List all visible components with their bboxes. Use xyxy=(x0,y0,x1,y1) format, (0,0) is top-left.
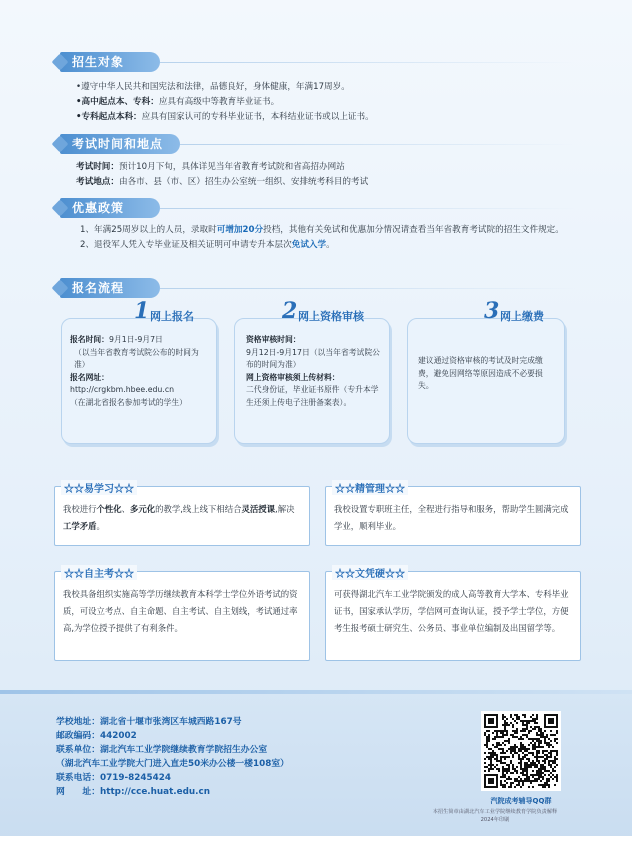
footer-address: 学校地址：湖北省十堰市张湾区车城西路167号 xyxy=(56,717,242,727)
step-title-3: 网上缴费 xyxy=(500,310,544,323)
footer-postcode: 邮政编码：442002 xyxy=(56,731,137,741)
feature-text: 我校具备组织实施高等学历继续教育本科学士学位外语考试的资质，可设立考点、自主命题、自主考试、自主划线，考试通过率高,为学位授予提供了有利条件。 xyxy=(63,589,298,633)
step-body-1: 报名时间：9月1日-9月7日 （以当年省教育考试院公布的时间为准） 报名网址： http://crgkbm.hbee.edu.cn （在湖北省报名参加考试的学生） xyxy=(70,335,199,407)
feature-box-easy-learning xyxy=(54,486,310,546)
policy-text xyxy=(76,223,576,253)
qr-caption: 汽院成考辅导QQ群 xyxy=(490,797,552,805)
step-number-2: 2 xyxy=(282,298,298,324)
policy-item-2: 2、退役军人凭入专毕业证及相关证明可申请专升本层次免试入学。 xyxy=(80,240,335,250)
divider xyxy=(180,144,576,145)
section-title-exam: 考试时间和地点 xyxy=(60,134,180,154)
exam-place: 考试地点：由各市、县（市、区）招生办公室统一组织、安排统考科目的考试 xyxy=(76,177,369,187)
qr-code-icon[interactable] xyxy=(481,711,561,791)
policy-item-1: 1、年满25周岁以上的人员，录取时可增加20分投档，其他有关免试和优惠加分情况请查看当年省教育考试院的招生文件规定。 xyxy=(80,225,564,235)
footer-phone: 联系电话：0719-8245424 xyxy=(56,773,171,783)
enroll-line-1: •遵守中华人民共和国宪法和法律，品德良好，身体健康，年满17周岁。 xyxy=(76,82,350,92)
enroll-line-3: •专科起点本科：应具有国家认可的专科毕业证书，本科结业证书或以上证书。 xyxy=(76,112,374,122)
feature-box-self-exam xyxy=(54,571,310,661)
enroll-text xyxy=(76,80,580,125)
enroll-line-2: •高中起点本、专科：应具有高级中等教育毕业证书。 xyxy=(76,97,280,107)
print-year: 2024年印刷 xyxy=(480,817,510,823)
step-title-1: 网上报名 xyxy=(150,310,194,323)
section-title-process: 报名流程 xyxy=(60,278,160,298)
feature-title: ☆☆自主考☆☆ xyxy=(61,565,137,580)
feature-title: ☆☆精管理☆☆ xyxy=(332,480,408,495)
exam-text xyxy=(76,160,580,190)
section-title-enroll: 招生对象 xyxy=(60,52,160,72)
feature-text: 我校进行个性化、多元化的教学,线上线下相结合灵活授课,解决工学矛盾。 xyxy=(63,504,295,531)
feature-box-management xyxy=(325,486,581,546)
step-body-2: 资格审核时间： 9月12日-9月17日（以当年省考试院公布的时间为准） 网上资格审核须上传材料： 二代身份证，毕业证书原件（专升本学生还须上传电子注册备案表）。 xyxy=(246,335,380,407)
feature-box-diploma xyxy=(325,571,581,661)
feature-text: 我校设置专职班主任，全程进行指导和服务，帮助学生圆满完成学业，顺利毕业。 xyxy=(334,504,569,531)
fine-print: 本招生简章由湖北汽车工业学院继续教育学院负责解释 xyxy=(432,809,558,815)
section-title-policy: 优惠政策 xyxy=(60,198,160,218)
divider xyxy=(160,208,576,209)
feature-title: ☆☆文凭硬☆☆ xyxy=(332,565,408,580)
step-title-2: 网上资格审核 xyxy=(298,310,364,323)
step-number-1: 1 xyxy=(134,298,150,324)
feature-text: 可获得湖北汽车工业学院颁发的成人高等教育大学本、专科毕业证书，国家承认学历，学信网可查询认证，授予学士学位，方便考生报考硕士研究生、公务员、事业单位编制及出国留学等。 xyxy=(334,589,569,633)
footer-dept-note: （湖北汽车工业学院大门进入直走50米办公楼一楼108室） xyxy=(56,759,289,769)
step-number-3: 3 xyxy=(484,298,500,324)
feature-title: ☆☆易学习☆☆ xyxy=(61,480,137,495)
step-body-3: 建议通过资格审核的考试及时完成缴费，避免因网络等原因造成不必要损失。 xyxy=(418,356,543,390)
footer-website[interactable]: 网 址：http://cce.huat.edu.cn xyxy=(56,787,210,797)
page-bottom-margin xyxy=(0,836,632,854)
exam-time: 考试时间：预计10月下旬，具体详见当年省教育考试院和省高招办网站 xyxy=(76,162,345,172)
footer-dept: 联系单位：湖北汽车工业学院继续教育学院招生办公室 xyxy=(56,745,268,755)
divider xyxy=(160,288,576,289)
divider xyxy=(160,62,576,63)
